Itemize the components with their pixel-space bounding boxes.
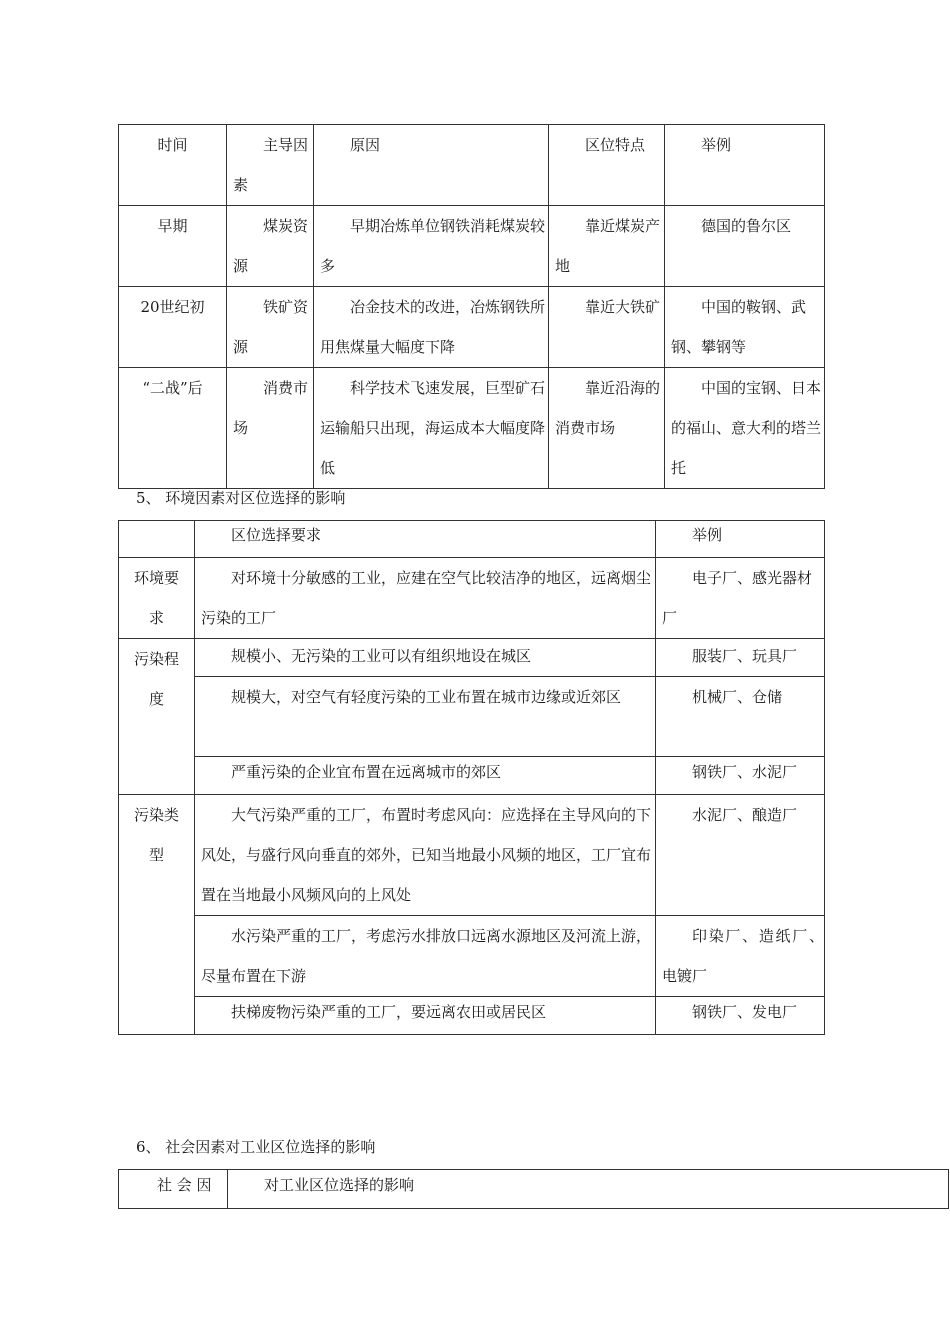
industry-location-history-table [118, 124, 825, 489]
cell-influence: 对工业区位选择的影响 [228, 1170, 949, 1209]
header-example: 举例 [656, 521, 825, 558]
cell-requirement: 规模大，对空气有轻度污染的工业布置在城市边缘或近郊区 [195, 677, 656, 757]
table-row [119, 558, 825, 639]
header-location-feature: 区位特点 [549, 125, 665, 206]
table-row [119, 757, 825, 795]
section-6-heading: 6、 社会因素对工业区位选择的影响 [136, 1138, 376, 1156]
social-factor-table [118, 1169, 949, 1209]
table-row [119, 677, 825, 757]
cell-requirement: 大气污染严重的工厂，布置时考虑风向：应选择在主导风向的下风处，与盛行风向垂直的郊外，已知当地最小风频的地区，工厂宜布置在当地最小风频风向的上风处 [195, 795, 656, 916]
cell-reason: 早期冶炼单位钢铁消耗煤炭较多 [314, 206, 549, 287]
header-empty [119, 521, 195, 558]
cell-factor: 铁矿资源 [227, 287, 314, 368]
cell-example: 钢铁厂、水泥厂 [656, 757, 825, 795]
cell-requirement: 水污染严重的工厂，考虑污水排放口远离水源地区及河流上游，尽量布置在下游 [195, 916, 656, 997]
table-row [119, 795, 825, 916]
cell-example: 中国的鞍钢、武钢、攀钢等 [665, 287, 825, 368]
table-row [119, 206, 825, 287]
cell-example: 中国的宝钢、日本的福山、意大利的塔兰托 [665, 368, 825, 489]
cell-time: 20世纪初 [119, 287, 227, 368]
cell-reason: 冶金技术的改进，冶炼钢铁所用焦煤量大幅度下降 [314, 287, 549, 368]
cell-example: 电子厂、感光器材厂 [656, 558, 825, 639]
cell-example: 服装厂、玩具厂 [656, 639, 825, 677]
header-example: 举例 [665, 125, 825, 206]
table-row [119, 287, 825, 368]
cell-time: “二战”后 [119, 368, 227, 489]
header-requirement: 区位选择要求 [195, 521, 656, 558]
table-row [119, 639, 825, 677]
table-header-row [119, 125, 825, 206]
cell-reason: 科学技术飞速发展，巨型矿石运输船只出现，海运成本大幅度降低 [314, 368, 549, 489]
cell-factor: 消费市场 [227, 368, 314, 489]
cell-example: 水泥厂、酿造厂 [656, 795, 825, 916]
cell-example: 机械厂、仓储 [656, 677, 825, 757]
table-row [119, 916, 825, 997]
row-label-pollution-type: 污染类型 [119, 795, 195, 1035]
environment-factor-table [118, 520, 825, 1035]
table-row [119, 997, 825, 1035]
cell-time: 早期 [119, 206, 227, 287]
table-header-row [119, 521, 825, 558]
cell-example: 印染厂、造纸厂、电镀厂 [656, 916, 825, 997]
cell-feature: 靠近沿海的消费市场 [549, 368, 665, 489]
cell-requirement: 严重污染的企业宜布置在远离城市的郊区 [195, 757, 656, 795]
header-main-factor: 主导因素 [227, 125, 314, 206]
header-reason: 原因 [314, 125, 549, 206]
header-time: 时间 [119, 125, 227, 206]
row-label-environment: 环境要求 [119, 558, 195, 639]
cell-example: 钢铁厂、发电厂 [656, 997, 825, 1035]
cell-requirement: 规模小、无污染的工业可以有组织地设在城区 [195, 639, 656, 677]
table-row [119, 1170, 949, 1209]
row-label-pollution-degree: 污染程度 [119, 639, 195, 795]
table-row [119, 368, 825, 489]
cell-requirement: 对环境十分敏感的工业，应建在空气比较洁净的地区，远离烟尘污染的工厂 [195, 558, 656, 639]
cell-requirement: 扶梯废物污染严重的工厂，要远离农田或居民区 [195, 997, 656, 1035]
cell-example: 德国的鲁尔区 [665, 206, 825, 287]
cell-feature: 靠近大铁矿 [549, 287, 665, 368]
section-5-heading: 5、 环境因素对区位选择的影响 [136, 489, 346, 507]
cell-factor: 煤炭资源 [227, 206, 314, 287]
cell-feature: 靠近煤炭产地 [549, 206, 665, 287]
cell-social-factor: 社 会 因 [119, 1170, 228, 1209]
